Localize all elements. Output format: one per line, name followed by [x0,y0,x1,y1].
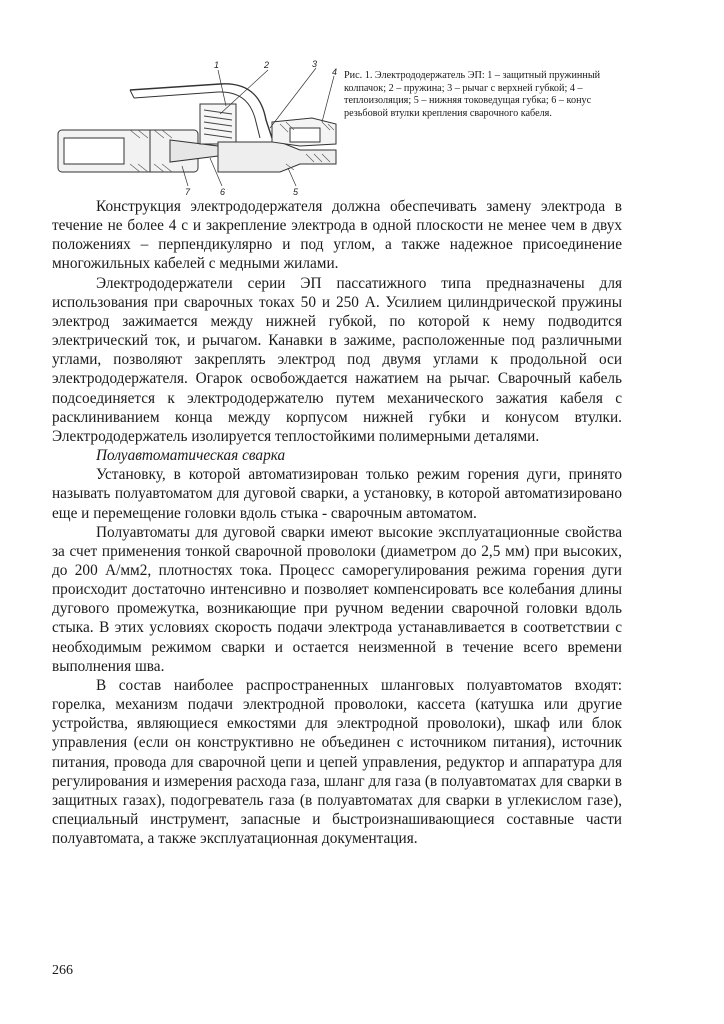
paragraph: Полуавтоматы для дуговой сварки имеют высокие эксплуатационные свойства за счет применения тонкой сварочной проволоки (диаметром до 2,5 мм) при высоких, до 200 А/мм2, плотностях тока. Процесс саморегулирования режима горения дуги происходит достаточно интенсивно и позволяет компенсировать все колебания длины дугового промежутка, возникающие при ручном ведении сварочной головки вдоль стыка. В этих условиях скорость подачи электрода устанавливается в соответствии с необходимым режимом сварки и остается неизменной в течение всего времени выполнения шва. [52,523,622,675]
figure-label-3: 3 [312,59,318,69]
figure-label-5: 5 [293,187,299,197]
paragraph: Конструкция электрододержателя должна обеспечивать замену электрода в течение не более 4 с и закрепление электрода в одной плоскости не менее чем в двух положениях – перпендикулярно и под углом, а также надежное присоединение многожильных кабелей с медными жилами. [52,198,622,273]
paragraph: Установку, в которой автоматизирован только режим горения дуги, принято называть полуавтоматом для дуговой сварки, а установку, в которой автоматизировано еще и перемещение головки вдоль стыка - сварочным автоматом. [52,466,622,522]
figure-label-2: 2 [264,60,270,70]
figure-label-6: 6 [220,187,226,197]
figure-label-7: 7 [185,187,191,197]
paragraph: Электрододержатели серии ЭП пассатижного типа предназначены для использования при сварочных токах 50 и 250 А. Усилием цилиндрической пружины электрод зажимается между нижней губкой, по которой к нему подводится электрический ток, и рычагом. Канавки в зажиме, расположенные под различными углами, позволяют закреплять электрод под двумя углами к продольной оси электрододержателя. Огарок освобождается нажатием на рычаг. Сварочный кабель подсоединяется к электрододержателю путем механического зажатия кабеля с расклиниванием конца между корпусом нижней губки и конусом втулки. Электрододержатель изолируется теплостойкими полимерными деталями. [52,274,622,445]
figure-label-4: 4 [332,67,338,77]
body-text [52,197,622,848]
figure-caption: Рис. 1. Электрододержатель ЭП: 1 – защитный пружинный колпачок; 2 – пружина; 3 – рычаг с верхней губкой; 4 – теплоизоляция; 5 – нижняя токоведущая губка; 6 – конус резьбовой втулки крепления сварочного кабеля. [344,70,601,119]
section-heading: Полуавтоматическая сварка [96,447,286,465]
figure [50,58,670,198]
paragraph: В состав наиболее распространенных шланговых полуавтоматов входят: горелка, механизм подачи электродной проволоки, кассета (катушка или другие устройства, являющиеся емкостями для электродной проволоки), шкаф или блок управления (если он конструктивно не объединен с источником питания), источник питания, провода для сварочной цепи и цепей управления, редуктор и аппаратура для регулирования и измерения расхода газа, шланг для газа (в полуавтоматах для сварки в защитных газах), подогреватель газа (в полуавтоматах для сварки в углекислом газе), специальный инструмент, запасные и быстроизнашивающиеся составные части полуавтомата, а также эксплуатационная документация. [52,676,622,848]
electrode-holder-drawing [50,58,340,198]
page-number: 266 [52,963,73,978]
figure-label-1: 1 [214,60,220,70]
